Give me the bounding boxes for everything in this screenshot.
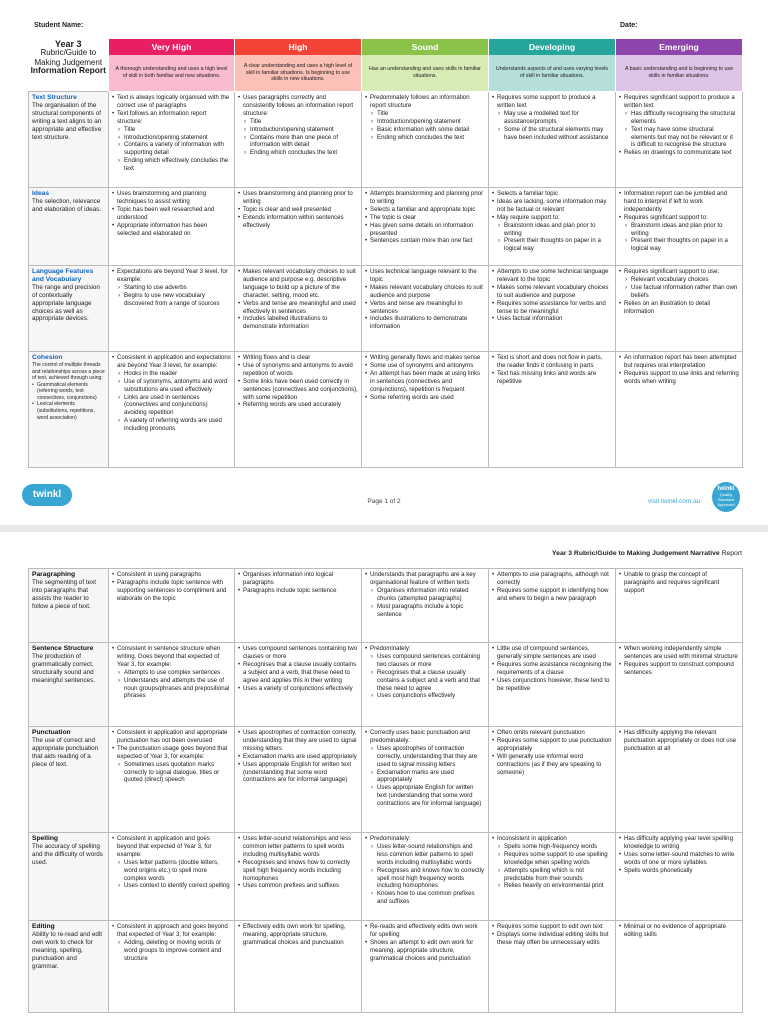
cell-developing: [489, 569, 616, 643]
criterion-cell: [29, 727, 109, 833]
list-item: › Uses apostrophes of contraction correctly, understanding that they are used to signal missing letters: [371, 745, 485, 769]
list-item: • Topic has been well researched and understood: [112, 206, 231, 222]
level-header-sound: [362, 39, 489, 92]
list-item: • Unable to grasp the concept of paragraphs and requires significant support: [619, 571, 739, 595]
list-item: • Uses appropriate English for written text (understanding that some word contractions are for informal language): [238, 761, 358, 785]
list-item: • Has given some details on information presented: [365, 222, 485, 238]
cell-high: [235, 833, 362, 921]
list-item: › Ending which concludes the text: [244, 149, 358, 157]
date-label: Date:: [620, 22, 638, 29]
level-desc: A clear understanding and uses a high level of skill in familiar situations. Is beginning to use skills in new situations.: [235, 55, 361, 91]
cell-sound: [362, 92, 489, 188]
visit-link[interactable]: visit twinkl.com.au: [648, 498, 701, 505]
rubric-row-language-features: [29, 266, 743, 352]
list-item: • Text is always logically organised with the correct use of paragraphs: [112, 94, 231, 110]
criterion-cell: [29, 569, 109, 643]
cell-high: [235, 727, 362, 833]
cell-high: [235, 569, 362, 643]
list-item: • Paragraphs include topic sentence with supporting sentences to compliment and elaborate on the topic: [112, 579, 231, 603]
cell-very-high: [109, 92, 235, 188]
list-item: › Recognises and knows how to correctly spell most high frequency words including homophones: [371, 867, 485, 891]
list-item: • Uses technical language relevant to the topic: [365, 268, 485, 284]
cell-very-high: [109, 266, 235, 352]
list-item: • Has difficulty applying year level spelling knowledge to writing: [619, 835, 739, 851]
list-item: • Attempts to use paragraphs, although not correctly: [492, 571, 612, 587]
list-item: › Relevant vocabulary choices: [625, 276, 739, 284]
cell-very-high: [109, 833, 235, 921]
list-item: • Requires some assistance recognising the requirements of a clause: [492, 661, 612, 677]
list-item: › Contains a variety of information with supporting detail: [118, 141, 231, 157]
level-header-developing: [489, 39, 616, 92]
list-item: › Attempts spelling which is not predictable from their sounds: [498, 867, 612, 883]
list-item: • Some use of synonyms and antonyms: [365, 362, 485, 370]
criterion-title: Spelling: [32, 835, 59, 842]
criterion-desc: The production of grammatically correct, structurally sound and meaningful sentences.: [32, 652, 96, 684]
list-item: • Uses brainstorming and planning prior to writing: [238, 190, 358, 206]
criterion-desc: The segmenting of text into paragraphs that assists the reader to follow a piece of text.: [32, 578, 97, 610]
criterion-title: Editing: [32, 923, 55, 930]
cell-sound: [362, 188, 489, 266]
list-item: • The topic is clear: [365, 214, 485, 222]
page-number: Page 1 of 2: [367, 498, 401, 505]
list-item: • Shows an attempt to edit own work for meaning, appropriate structure, grammatical choices and punctuation: [365, 939, 485, 963]
list-item: › Ending which effectively concludes the text: [118, 157, 231, 173]
cell-emerging: [616, 727, 743, 833]
list-item: • Attempts brainstorming and planning prior to writing: [365, 190, 485, 206]
list-item: • An information report has been attempted but requires oral interpretation: [619, 354, 739, 370]
list-item: • Makes some relevant vocabulary choices to suit audience and purpose: [492, 284, 612, 300]
criterion-title: Text Structure: [32, 94, 77, 101]
cell-high: [235, 188, 362, 266]
rubric-row-spelling: [29, 833, 743, 921]
list-item: › Organises information into related chunks (attempted paragraphs): [371, 587, 485, 603]
list-item: › Recognises that a clause usually contains a subject and a verb and that these need to agree: [371, 669, 485, 693]
page2-title-bold: Year 3 Rubric/Guide to Making Judgement Narrative: [552, 550, 720, 557]
list-item: › Title: [244, 118, 358, 126]
list-item: › Brainstorm ideas and plan prior to writing: [498, 222, 612, 238]
list-item: • Lexical elements (substitutions, repetitions, word association): [32, 401, 105, 421]
criterion-desc: The range and precision of contextually appropriate language choices as well as appropriate devices.: [32, 283, 100, 323]
list-item: • Consistent in application and goes beyond that expected of Year 3, for example:: [112, 835, 231, 859]
list-item: • Requires some assistance for verbs and tense to be meaningful: [492, 300, 612, 316]
criterion-title: Ideas: [32, 190, 50, 197]
list-item: • Uses a variety of conjunctions effectively: [238, 685, 358, 693]
list-item: › Introduction/opening statement: [118, 134, 231, 142]
level-header-emerging: [616, 39, 743, 92]
list-item: › Uses conjunctions effectively: [371, 692, 485, 700]
list-item: • Consistent in sentence structure when writing. Goes beyond that expected of Year 3, for example:: [112, 645, 231, 669]
list-item: › Present their thoughts on paper in a logical way: [625, 237, 739, 253]
list-item: › Use of synonyms, antonyms and word substitutions are used effectively: [118, 378, 231, 394]
cell-sound: [362, 569, 489, 643]
list-item: › Title: [371, 110, 485, 118]
cell-emerging: [616, 92, 743, 188]
cell-high: [235, 352, 362, 468]
criterion-title: Cohesion: [32, 354, 63, 361]
list-item: • Uses factual information: [492, 315, 612, 323]
cell-very-high: [109, 643, 235, 727]
list-item: › Uses context to identify correct spelling: [118, 882, 231, 890]
cell-sound: [362, 266, 489, 352]
list-item: • Re-reads and effectively edits own work for spelling: [365, 923, 485, 939]
list-item: › Links are used in sentences (connectives and conjunctions) avoiding repetition: [118, 394, 231, 418]
list-item: • Appropriate information has been selected and elaborated on: [112, 222, 231, 238]
list-item: • May require support to:: [492, 214, 612, 222]
list-item: • Requires some support to use punctuation appropriately: [492, 737, 612, 753]
level-desc: A thorough understanding and uses a high level of skill in both familiar and new situations.: [109, 55, 234, 91]
cell-sound: [362, 643, 489, 727]
criterion-desc: The accuracy of spelling and the difficulty of words used.: [32, 842, 103, 866]
list-item: • Predominately:: [365, 835, 485, 843]
list-item: • Topic is clear and well presented: [238, 206, 358, 214]
list-item: • Information report can be jumbled and hard to interpret if left to work independently: [619, 190, 739, 214]
level-desc: A basic understanding and is beginning to use skills in familiar situations.: [616, 55, 742, 91]
list-item: • Requires some support in identifying how and where to begin a new paragraph: [492, 587, 612, 603]
cell-high: [235, 92, 362, 188]
list-item: • Writing generally flows and makes sense: [365, 354, 485, 362]
criterion-title: Punctuation: [32, 729, 71, 736]
list-item: • Consistent in application and expectations are beyond Year 3 level, for example:: [112, 354, 231, 370]
list-item: › Attempts to use complex sentences: [118, 669, 231, 677]
cell-high: [235, 643, 362, 727]
list-item: • Grammatical elements (referring words, text connectives, conjunctions): [32, 382, 105, 402]
list-item: • Exclamation marks are used appropriately: [238, 753, 358, 761]
criterion-cell: [29, 921, 109, 1013]
list-item: › Title: [118, 126, 231, 134]
cell-developing: [489, 266, 616, 352]
quality-badge-icon: [712, 482, 740, 512]
rubric-title: [29, 39, 109, 92]
rubric-row-paragraphing: [29, 569, 743, 643]
list-item: • Paragraphs include topic sentence: [238, 587, 358, 595]
list-item: › Use factual information rather than own beliefs: [625, 284, 739, 300]
criterion-cell: [29, 352, 109, 468]
criterion-title: Sentence Structure: [32, 645, 94, 652]
list-item: • Spells words phonetically: [619, 867, 739, 875]
title-year: Year 3: [54, 38, 82, 49]
list-item: • Correctly uses basic punctuation and predominately:: [365, 729, 485, 745]
list-item: › Hooks in the reader: [118, 370, 231, 378]
list-item: › Knows how to use common prefixes and suffixes: [371, 890, 485, 906]
cell-emerging: [616, 569, 743, 643]
list-item: • Uses apostrophes of contraction correctly, understanding that they are used to signal missing letters: [238, 729, 358, 753]
list-item: • Makes relevant vocabulary choices to suit audience and purpose e.g. descriptive language to build up a picture of the character, setting, mood etc.: [238, 268, 358, 300]
list-item: › Adding, deleting or moving words or word groups to improve content and structure: [118, 939, 231, 963]
criterion-desc: The use of correct and appropriate punctuation that aids reading of a piece of text.: [32, 736, 99, 768]
cell-high: [235, 921, 362, 1013]
cell-developing: [489, 727, 616, 833]
criterion-desc: The control of multiple threads and relationships across a piece of text, achieved through using:: [32, 361, 105, 382]
rubric-row-cohesion: [29, 352, 743, 468]
page2-title: [552, 550, 742, 557]
list-item: › Present their thoughts on paper in a logical way: [498, 237, 612, 253]
badge-title: twinkl: [717, 486, 735, 492]
level-header-high: [235, 39, 362, 92]
list-item: • Selects a familiar topic: [492, 190, 612, 198]
list-item: › Most paragraphs include a topic sentence: [371, 603, 485, 619]
criterion-cell: [29, 92, 109, 188]
list-item: › Basic information with some detail: [371, 126, 485, 134]
list-item: › Spells some high-frequency words: [498, 843, 612, 851]
cell-emerging: [616, 188, 743, 266]
cell-very-high: [109, 188, 235, 266]
page-separator: [0, 525, 768, 532]
rubric-row-ideas: [29, 188, 743, 266]
rubric-table-page1: [28, 38, 743, 468]
cell-sound: [362, 352, 489, 468]
cell-very-high: [109, 921, 235, 1013]
list-item: • Uses common prefixes and suffixes: [238, 882, 358, 890]
cell-emerging: [616, 643, 743, 727]
list-item: › Ending which concludes the text: [371, 134, 485, 142]
list-item: • Requires support to construct compound sentences: [619, 661, 739, 677]
list-item: • Uses brainstorming and planning techniques to assist writing: [112, 190, 231, 206]
list-item: › A variety of referring words are used including pronouns: [118, 417, 231, 433]
list-item: • Expectations are beyond Year 3 level, for example:: [112, 268, 231, 284]
list-item: • Text is short and does not flow in parts, the reader finds it confusing in parts: [492, 354, 612, 370]
student-name-label: Student Name:: [34, 22, 84, 29]
criterion-cell: [29, 266, 109, 352]
list-item: › Brainstorm ideas and plan prior to writing: [625, 222, 739, 238]
cell-developing: [489, 92, 616, 188]
list-item: › Begins to use new vocabulary discovered from a range of sources: [118, 292, 231, 308]
level-desc: Understands aspects of and uses varying levels of skill in familiar situations.: [489, 55, 615, 91]
list-item: • An attempt has been made at using links in sentences (connectives and conjunctions), repetition is frequent: [365, 370, 485, 394]
list-item: • Makes relevant vocabulary choices to suit audience and purpose: [365, 284, 485, 300]
list-item: › Text may have some structural elements but may not be relevant or it is difficult to recognise the structure: [625, 126, 739, 150]
list-item: • Some referring words are used: [365, 394, 485, 402]
list-item: • Will generally use informal word contractions (as if they are speaking to someone): [492, 753, 612, 777]
list-item: • Inconsistent in application: [492, 835, 612, 843]
list-item: • Minimal or no evidence of appropriate editing skills: [619, 923, 739, 939]
rubric-row-editing: [29, 921, 743, 1013]
list-item: • Consistent in application and appropriate punctuation has not been overused: [112, 729, 231, 745]
list-item: › Starting to use adverbs: [118, 284, 231, 292]
level-name: Emerging: [616, 39, 742, 55]
cell-emerging: [616, 266, 743, 352]
cell-very-high: [109, 569, 235, 643]
rubric-row-punctuation: [29, 727, 743, 833]
list-item: • Recognises and knows how to correctly spell high frequency words including homophones: [238, 859, 358, 883]
list-item: › Uses appropriate English for written text (understanding that some word contractions are for informal language): [371, 784, 485, 808]
rubric-table-page2: [28, 568, 743, 1013]
list-item: • Extends information within sentences effectively: [238, 214, 358, 230]
list-item: • Use of synonyms and antonyms to avoid repetition of words: [238, 362, 358, 378]
level-name: Developing: [489, 39, 615, 55]
level-name: Sound: [362, 39, 488, 55]
list-item: • Verbs and tense are meaningful and used effectively in sentences: [238, 300, 358, 316]
list-item: • Some links have been used correctly in sentences (connectives and conjunctions), with some repetition: [238, 378, 358, 402]
list-item: • Text has missing links and words are repetitive: [492, 370, 612, 386]
criterion-cell: [29, 833, 109, 921]
list-item: • Verbs and tense are meaningful in sentences: [365, 300, 485, 316]
list-item: • Organises information into logical paragraphs: [238, 571, 358, 587]
cell-sound: [362, 833, 489, 921]
cell-very-high: [109, 352, 235, 468]
list-item: • Uses compound sentences containing two clauses or more: [238, 645, 358, 661]
page-footer: [0, 478, 768, 514]
criterion-desc: The selection, relevance and elaboration of ideas.: [32, 197, 101, 213]
criterion-desc: Ability to re-read and edit own work to check for meaning, spelling, punctuation and grammar.: [32, 930, 103, 970]
list-item: • Predominately follows an information report structure: [365, 94, 485, 110]
list-item: • Includes illustrations to demonstrate information: [365, 315, 485, 331]
level-name: Very High: [109, 39, 234, 55]
list-item: • Requires significant support to use:: [619, 268, 739, 276]
list-item: › Sometimes uses quotation marks correctly to signal dialogue, titles or quoted (direct) speech: [118, 761, 231, 785]
cell-sound: [362, 921, 489, 1013]
list-item: • Sentences contain more than one fact: [365, 237, 485, 245]
list-item: • Requires some support to produce a written text: [492, 94, 612, 110]
list-item: • Uses conjunctions however, these tend to be repetitive: [492, 677, 612, 693]
list-item: • Text follows an information report structure:: [112, 110, 231, 126]
list-item: • Requires some support to edit own text: [492, 923, 612, 931]
list-item: • Ideas are lacking, some information may not be factual or relevant: [492, 198, 612, 214]
cell-very-high: [109, 727, 235, 833]
list-item: › Contains more than one piece of information with detail: [244, 134, 358, 150]
cell-emerging: [616, 921, 743, 1013]
criterion-cell: [29, 643, 109, 727]
cell-sound: [362, 727, 489, 833]
list-item: • Requires significant support to produce a written text: [619, 94, 739, 110]
cell-developing: [489, 921, 616, 1013]
rubric-row-text-structure: [29, 92, 743, 188]
list-item: › Requires some support to use spelling knowledge when spelling words: [498, 851, 612, 867]
list-item: › May use a modelled text for assistance/prompts: [498, 110, 612, 126]
cell-emerging: [616, 352, 743, 468]
criterion-desc: The organisation of the structural components of writing a text aligns to an appropriate and effective text structure.: [32, 101, 102, 141]
cell-developing: [489, 188, 616, 266]
cell-developing: [489, 643, 616, 727]
list-item: • Consistent in approach and goes beyond that expected of Year 3, for example:: [112, 923, 231, 939]
criterion-title: Paragraphing: [32, 571, 76, 578]
list-item: › Understands and attempts the use of noun groups/phrases and prepositional phrases: [118, 677, 231, 701]
level-desc: Has an understanding and uses skills in familiar situations.: [362, 55, 488, 91]
criterion-title: Language Features and Vocabulary: [32, 268, 94, 283]
list-item: • Uses letter-sound relationships and less common letter patterns to spell words including multisyllabic words: [238, 835, 358, 859]
page2-title-rest: Report: [719, 550, 742, 557]
badge-sub: Quality Standard Approved: [717, 492, 735, 507]
list-item: • When working independently simple sentences are used with minimal structure: [619, 645, 739, 661]
list-item: › Uses letter patterns (double letters, word origins etc.) to spell more complex words: [118, 859, 231, 883]
level-header-very-high: [109, 39, 235, 92]
list-item: › Relies heavily on environmental print: [498, 882, 612, 890]
rubric-row-sentence-structure: [29, 643, 743, 727]
list-item: › Introduction/opening statement: [371, 118, 485, 126]
list-item: • Selects a familiar and appropriate topic: [365, 206, 485, 214]
list-item: • Displays some individual editing skills but these may often be unnecessary edits: [492, 931, 612, 947]
list-item: › Uses compound sentences containing two clauses or more: [371, 653, 485, 669]
list-item: • Relies on drawings to communicate text: [619, 149, 739, 157]
cell-developing: [489, 833, 616, 921]
list-item: • Uses some letter-sound matches to write words of one or more syllables: [619, 851, 739, 867]
list-item: › Some of the structural elements may have been included without assistance: [498, 126, 612, 142]
list-item: • Includes labelled illustrations to demonstrate information: [238, 315, 358, 331]
level-name: High: [235, 39, 361, 55]
list-item: • Uses paragraphs correctly and consistently follows an information report structure:: [238, 94, 358, 118]
list-item: • Writing flows and is clear: [238, 354, 358, 362]
cell-high: [235, 266, 362, 352]
list-item: • Little use of compound sentences, generally simple sentences are used: [492, 645, 612, 661]
list-item: • Understands that paragraphs are a key organisational feature of written texts: [365, 571, 485, 587]
criterion-cell: [29, 188, 109, 266]
list-item: • Requires significant support to:: [619, 214, 739, 222]
list-item: • Relies on an illustration to detail information: [619, 300, 739, 316]
list-item: • The punctuation usage goes beyond that expected of Year 3, for example:: [112, 745, 231, 761]
title-type: Information Report: [30, 65, 106, 76]
list-item: • Has difficulty applying the relevant punctuation appropriately or does not use punctuation at all: [619, 729, 739, 753]
list-item: • Often omits relevant punctuation: [492, 729, 612, 737]
list-item: › Exclamation marks are used appropriately: [371, 769, 485, 785]
list-item: • Consistent in using paragraphs: [112, 571, 231, 579]
list-item: • Requires support to use links and referring words when writing: [619, 370, 739, 386]
list-item: • Attempts to use some technical language relevant to the topic: [492, 268, 612, 284]
list-item: › Introduction/opening statement: [244, 126, 358, 134]
list-item: • Recognises that a clause usually contains a subject and a verb, that these need to agree and applies this in their writing: [238, 661, 358, 685]
list-item: • Effectively edits own work for spelling, meaning, appropriate structure, grammatical choices and punctuation: [238, 923, 358, 947]
title-guide: Rubric/Guide to Making Judgement: [34, 48, 103, 67]
cell-emerging: [616, 833, 743, 921]
list-item: • Referring words are used accurately: [238, 401, 358, 409]
cell-developing: [489, 352, 616, 468]
list-item: • Predominately:: [365, 645, 485, 653]
list-item: › Uses letter-sound relationships and less common letter patterns to spell words including multisyllabic words: [371, 843, 485, 867]
list-item: › Has difficulty recognising the structural elements: [625, 110, 739, 126]
twinkl-logo[interactable]: twinkl: [22, 484, 72, 506]
page-2: [0, 532, 768, 1024]
